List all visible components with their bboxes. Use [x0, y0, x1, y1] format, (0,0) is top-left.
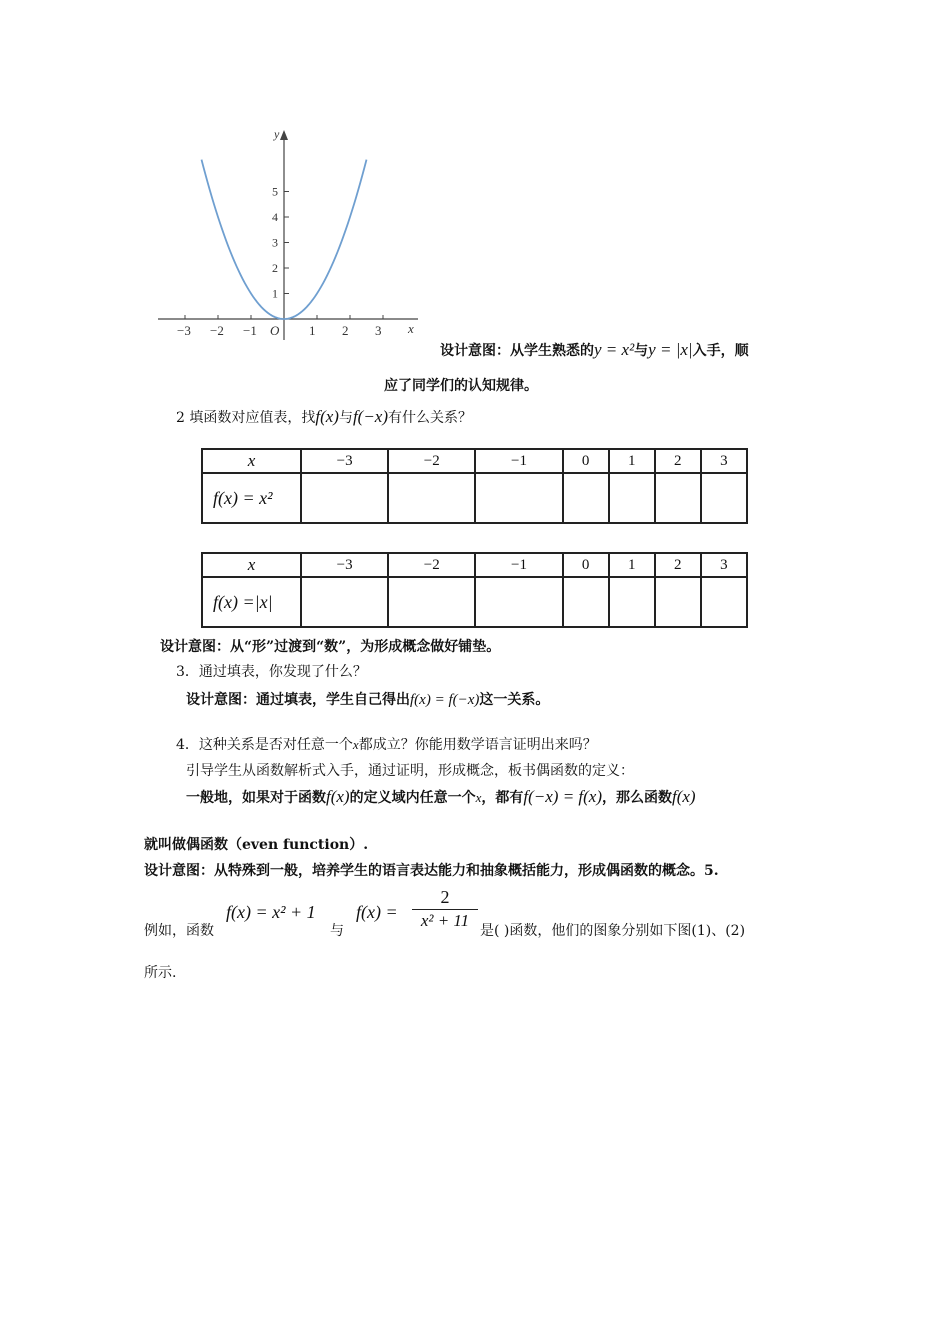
table1-blank-cell[interactable]	[301, 473, 388, 523]
table1-blank-cell[interactable]	[475, 473, 562, 523]
value-table-abs-x	[201, 552, 748, 628]
x-axis-label: x	[408, 321, 414, 336]
intent4: 设计意图：从特殊到一般，培养学生的语言表达能力和抽象概括能力，形成偶函数的概念。5.	[144, 863, 719, 879]
def-fx-2: f(x)	[672, 787, 696, 806]
intent3	[186, 689, 549, 709]
table1-header-label: x	[202, 449, 301, 473]
formula-y-x-squared: y = x²	[594, 340, 635, 359]
q2-mid: 与	[338, 410, 353, 426]
table1-x-value: −1	[475, 449, 562, 473]
table2-x-value: 0	[563, 553, 609, 577]
table1-x-value: 3	[701, 449, 747, 473]
table2-blank-cell[interactable]	[609, 577, 655, 627]
intent3-suffix: 这一关系。	[479, 692, 550, 708]
y-tick-label: 2	[272, 261, 278, 275]
x-tick-label: 3	[375, 323, 382, 338]
table2-x-value: 2	[655, 553, 701, 577]
table1-blank-cell[interactable]	[388, 473, 475, 523]
y-tick-label: 4	[272, 210, 278, 224]
table1-x-value: 2	[655, 449, 701, 473]
y-tick-label: 5	[272, 184, 278, 199]
def-p1: 一般地，如果对于函数	[186, 790, 326, 806]
table1-blank-cell[interactable]	[655, 473, 701, 523]
table2-x-value: −3	[301, 553, 388, 577]
intent1-line1	[440, 340, 749, 360]
def-equation: f(−x) = f(x)	[523, 787, 602, 806]
table2-blank-cell[interactable]	[563, 577, 609, 627]
y-ticks	[272, 185, 289, 301]
table2-x-value: 1	[609, 553, 655, 577]
definition-line2: 就叫做偶函数（even function）.	[144, 837, 369, 853]
parabola-graph	[150, 118, 430, 343]
intent1-line2: 应了同学们的认知规律。	[384, 378, 538, 394]
q2-fx: f(x)	[315, 407, 339, 426]
intent2: 设计意图：从“形”过渡到“数”，为形成概念做好铺垫。	[160, 639, 501, 655]
table1-blank-cell[interactable]	[563, 473, 609, 523]
formula-y-abs-x: y = |x|	[648, 340, 693, 359]
table1-x-value: −2	[388, 449, 475, 473]
y-axis-arrow	[280, 130, 288, 140]
intent1-suffix: 入手，顺	[692, 343, 749, 359]
q2-f-neg-x: f(−x)	[352, 407, 389, 426]
q4-x: x	[352, 737, 359, 752]
q2-suffix: 有什么关系？	[388, 410, 473, 426]
intent1-prefix: 设计意图：从学生熟悉的	[440, 343, 594, 359]
origin-label: O	[270, 323, 280, 338]
example-line2: 所示.	[144, 965, 177, 981]
q4-suffix: 都成立？你能用数学语言证明出来吗？	[358, 737, 597, 753]
intent3-prefix: 设计意图：通过填表，学生自己得出	[186, 692, 410, 708]
x-tick-label: −3	[177, 323, 191, 338]
def-fx: f(x)	[326, 787, 350, 806]
table2-blank-cell[interactable]	[475, 577, 562, 627]
table1-x-value: 0	[563, 449, 609, 473]
table2-x-value: −1	[475, 553, 562, 577]
table2-x-value: 3	[701, 553, 747, 577]
table1-blank-cell[interactable]	[609, 473, 655, 523]
def-p2: 的定义域内任意一个	[349, 790, 476, 806]
example-mid: 与	[330, 923, 344, 939]
fraction-bar	[412, 909, 478, 910]
definition-line1	[186, 787, 696, 807]
example-suffix: 是( )函数，他们的图象分别如下图(1)、(2)	[480, 923, 746, 939]
example-f2-fraction	[412, 887, 478, 931]
table1-x-value: −3	[301, 449, 388, 473]
q4-prefix: 4．这种关系是否对任意一个	[176, 737, 353, 753]
table1-x-value: 1	[609, 449, 655, 473]
question-2	[176, 407, 472, 427]
intent1-mid: 与	[634, 343, 649, 359]
x-tick-label: 1	[309, 323, 316, 338]
def-p4: ，那么函数	[602, 790, 672, 806]
example-f2-lhs: f(x) =	[356, 902, 398, 922]
table1-row-label: f(x) = x²	[202, 473, 301, 523]
example-f1: f(x) = x² + 1	[226, 902, 316, 922]
value-table-x-squared	[201, 448, 748, 524]
table1-blank-cell[interactable]	[701, 473, 747, 523]
fraction-numerator: 2	[440, 887, 450, 907]
guide-text: 引导学生从函数解析式入手，通过证明，形成概念，板书偶函数的定义：	[186, 763, 634, 779]
table2-blank-cell[interactable]	[301, 577, 388, 627]
y-axis-label: y	[274, 127, 280, 141]
x-tick-label: 2	[342, 323, 349, 338]
table2-row-label: f(x) =|x|	[202, 577, 301, 627]
def-p3: ，都有	[481, 790, 524, 806]
intent3-formula: f(x) = f(−x)	[410, 692, 480, 708]
x-tick-label: −1	[243, 323, 257, 338]
def-x: x	[475, 790, 482, 805]
question-3: 3．通过填表，你发现了什么？	[176, 664, 367, 680]
table2-blank-cell[interactable]	[655, 577, 701, 627]
table2-blank-cell[interactable]	[388, 577, 475, 627]
q2-prefix: 2 填函数对应值表，找	[176, 410, 316, 426]
example-prefix: 例如，函数	[144, 923, 214, 939]
x-tick-label: −2	[210, 323, 224, 338]
fraction-denominator: x² + 11	[420, 911, 470, 930]
y-tick-label: 3	[272, 235, 278, 250]
question-4	[176, 734, 597, 754]
table2-header-label: x	[202, 553, 301, 577]
table2-x-value: −2	[388, 553, 475, 577]
y-tick-label: 1	[272, 286, 278, 301]
table2-blank-cell[interactable]	[701, 577, 747, 627]
